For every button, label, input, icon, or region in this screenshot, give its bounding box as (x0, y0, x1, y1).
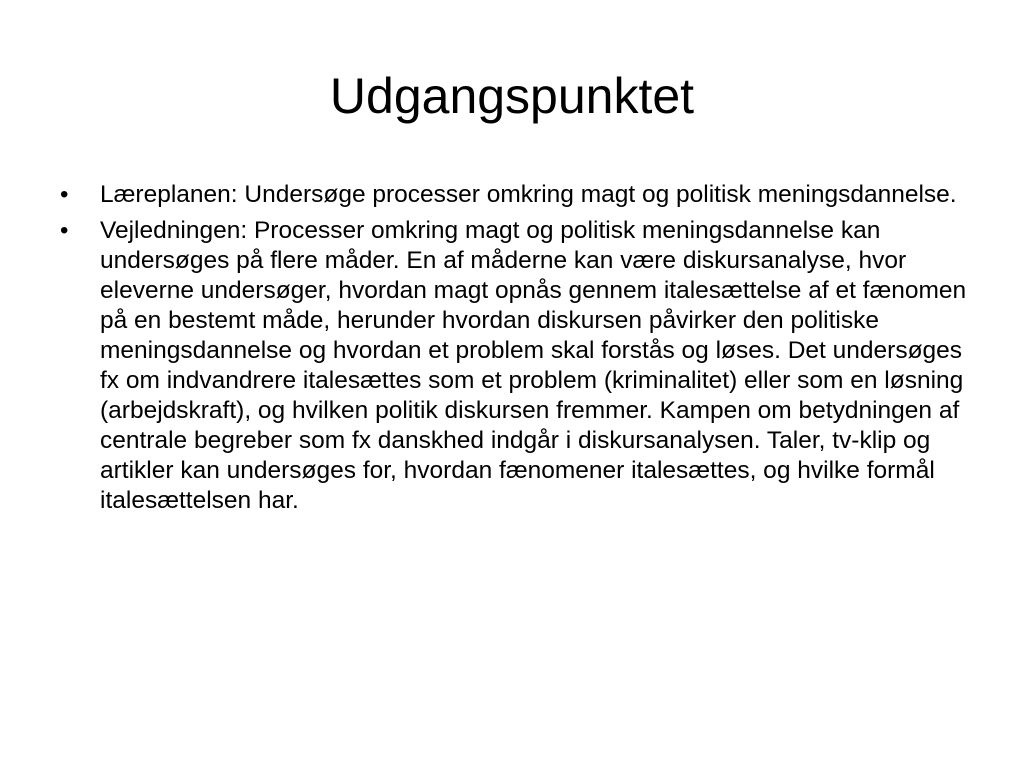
bullet-list (56, 180, 971, 522)
bullet-text: Læreplanen: Undersøge processer omkring magt og politisk meningsdannelse. (100, 181, 957, 208)
bullet-text: Vejledningen: Processer omkring magt og politisk meningsdannelse kan undersøges på flere måder. En af måderne kan være diskursanalyse, hvor eleverne undersøger, hvordan magt opnås gennem italesættelse af et fænomen på en bestemt måde, herunder hvordan diskursen påvirker den politiske meningsdannelse og hvordan et problem skal forstås og løses. Det undersøges fx om indvandrere italesættes som et problem (kriminalitet) eller som en løsning (arbejdskraft), og hvilken politik diskursen fremmer. Kampen om betydningen af centrale begreber som fx danskhed indgår i diskursanalysen. Taler, tv-klip og artikler kan undersøges for, hvordan fænomener italesættes, og hvilke formål italesættelsen har. (100, 217, 967, 514)
bullet-item-laereplanen (56, 180, 971, 210)
bullet-dot-icon: • (60, 217, 69, 244)
bullet-item-vejledningen (56, 216, 971, 516)
bullet-dot-icon: • (60, 181, 69, 208)
slide-title: Udgangspunktet (329, 68, 695, 124)
